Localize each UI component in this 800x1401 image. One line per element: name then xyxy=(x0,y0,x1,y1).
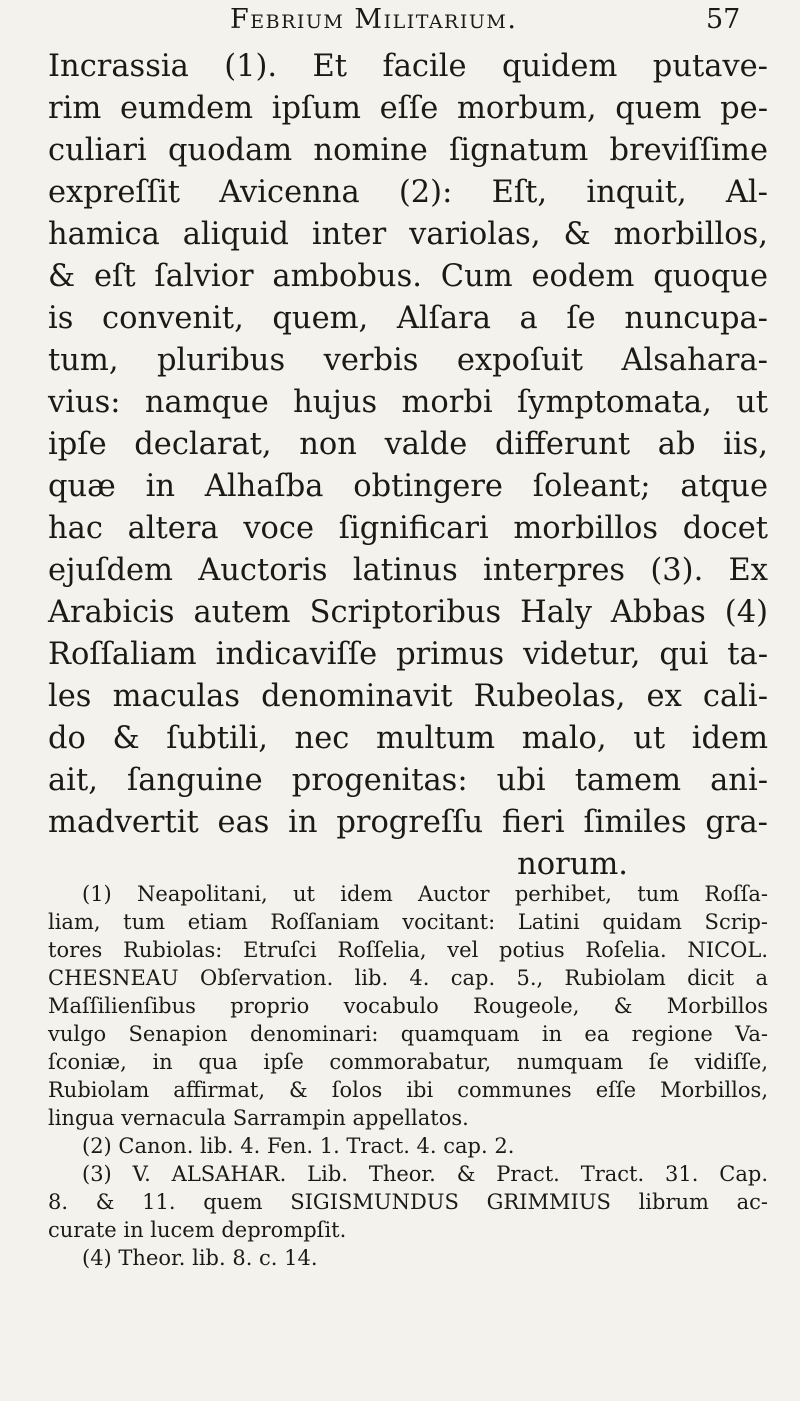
text-line: culiari quodam nomine ſignatum breviſſime xyxy=(48,133,768,168)
text-line: & eſt ſalvior ambobus. Cum eodem quoque xyxy=(48,259,768,294)
text-line: quæ in Alhaſba obtingere ſoleant; atque xyxy=(48,469,768,504)
footnote-line: (2) Canon. lib. 4. Fen. 1. Tract. 4. cap. 2. xyxy=(82,1134,515,1158)
text-line: Incrassia (1). Et facile quidem putave- xyxy=(48,49,768,84)
text-line: madvertit eas in progreſſu fieri ſimiles gra- xyxy=(48,805,768,840)
footnote-line: lingua vernacula Sarrampin appellatos. xyxy=(48,1106,469,1130)
text-line: expreſſit Avicenna (2): Eſt, inquit, Al- xyxy=(48,175,768,210)
main-text xyxy=(48,46,768,886)
footnote-line: CHESNEAU Obſervation. lib. 4. cap. 5., Rubiolam dicit a xyxy=(48,966,768,990)
text-line: ejuſdem Auctoris latinus interpres (3). Ex xyxy=(48,553,768,588)
text-line: hamica aliquid inter variolas, & morbillos, xyxy=(48,217,768,252)
text-line: ipſe declarat, non valde differunt ab iis, xyxy=(48,427,768,462)
text-line: ait, ſanguine progenitas: ubi tamem ani- xyxy=(48,763,768,798)
footnote-line: Maſſilienſibus proprio vocabulo Rougeole, & Morbillos xyxy=(48,994,768,1018)
text-line: hac altera voce ſignificari morbillos docet xyxy=(48,511,768,546)
text-line: rim eumdem ipſum eſſe morbum, quem pe- xyxy=(48,91,768,126)
running-head-title: Febrium Militarium. xyxy=(230,4,518,35)
text-line: Arabicis autem Scriptoribus Haly Abbas (4) xyxy=(48,595,768,630)
text-line-catchword: norum. xyxy=(517,847,628,882)
page-number: 57 xyxy=(706,4,741,35)
running-head xyxy=(0,4,800,44)
footnote-line: tores Rubiolas: Etruſci Roſſelia, vel potius Roſelia. NICOL. xyxy=(48,938,768,962)
footnote-line: curate in lucem deprompſit. xyxy=(48,1218,347,1242)
footnote-line: 8. & 11. quem SIGISMUNDUS GRIMMIUS librum ac- xyxy=(48,1190,768,1214)
text-line: do & ſubtili, nec multum malo, ut idem xyxy=(48,721,768,756)
footnote-line: ſconiæ, in qua ipſe commorabatur, numquam ſe vidiſſe, xyxy=(48,1050,768,1074)
footnote-line: (1) Neapolitani, ut idem Auctor perhibet, tum Roſſa- xyxy=(82,882,768,906)
footnote-line: (4) Theor. lib. 8. c. 14. xyxy=(82,1246,318,1270)
footnote-line: Rubiolam affirmat, & ſolos ibi communes eſſe Morbillos, xyxy=(48,1078,768,1102)
text-line: les maculas denominavit Rubeolas, ex cali- xyxy=(48,679,768,714)
footnote-line: (3) V. ALSAHAR. Lib. Theor. & Pract. Tract. 31. Cap. xyxy=(82,1162,768,1186)
text-line: Roſſaliam indicaviſſe primus videtur, qui ta- xyxy=(48,637,768,672)
text-line: is convenit, quem, Alſara a ſe nuncupa- xyxy=(48,301,768,336)
footnote-line: liam, tum etiam Roſſaniam vocitant: Latini quidam Scrip- xyxy=(48,910,768,934)
footnote-line: vulgo Senapion denominari: quamquam in ea regione Va- xyxy=(48,1022,768,1046)
text-line: vius: namque hujus morbi ſymptomata, ut xyxy=(48,385,768,420)
text-line: tum, pluribus verbis expoſuit Alsahara- xyxy=(48,343,768,378)
footnotes xyxy=(48,880,768,1272)
